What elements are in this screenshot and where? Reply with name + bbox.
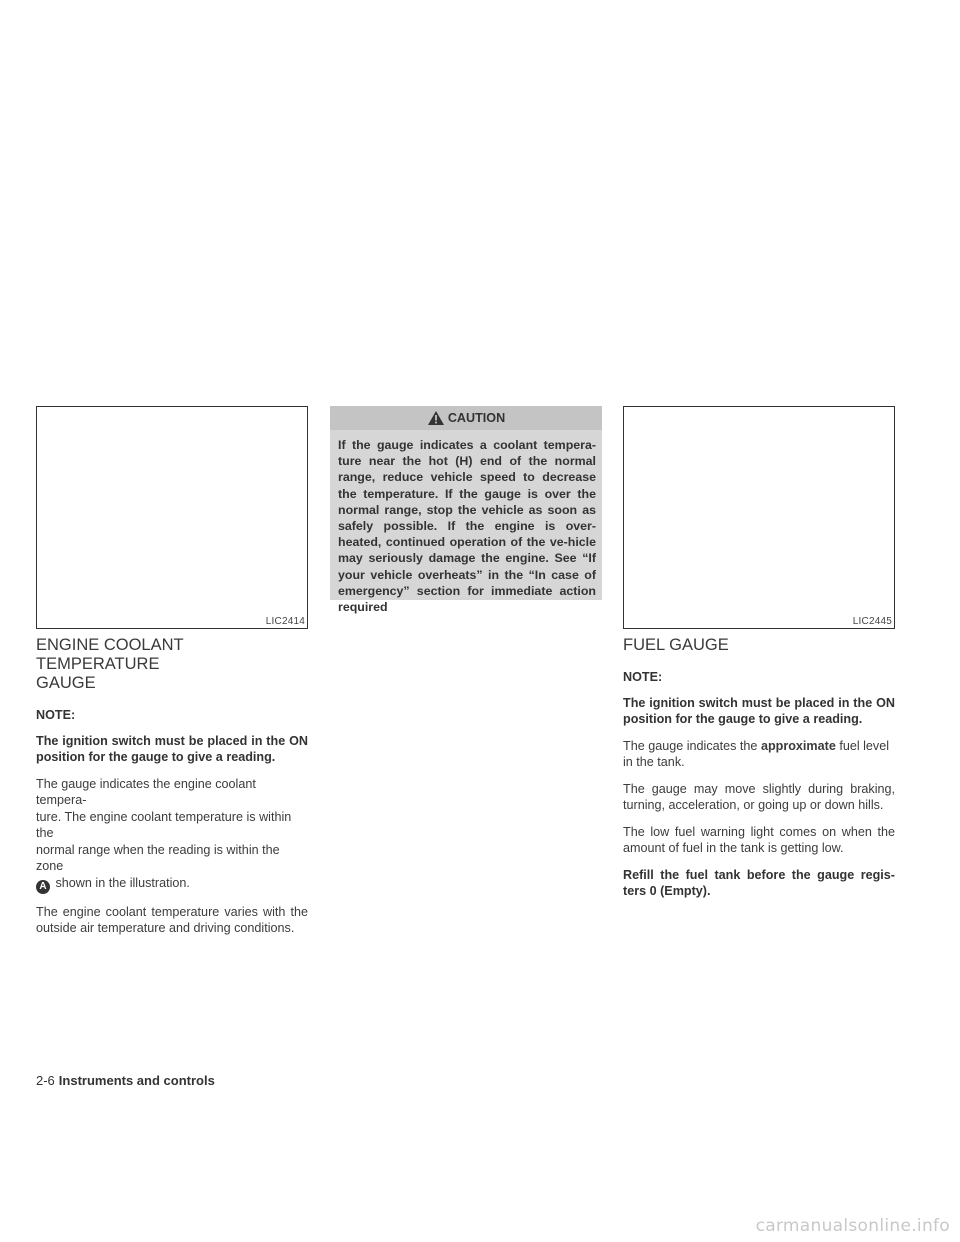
caution-title: CAUTION bbox=[447, 411, 506, 425]
section-heading-coolant: ENGINE COOLANT TEMPERATURE GAUGE bbox=[36, 636, 184, 692]
coolant-gauge-illustration bbox=[36, 406, 308, 629]
fuel-gauge-illustration bbox=[623, 406, 895, 629]
coolant-paragraph-2: The engine coolant temperature varies with the outside air temperature and driving conditions. bbox=[36, 904, 308, 936]
fuel-paragraph-4: Refill the fuel tank before the gauge regis-ters 0 (Empty). bbox=[623, 867, 895, 898]
fuel-paragraph-2: The gauge may move slightly during braking, turning, acceleration, or going up or down hills. bbox=[623, 781, 895, 812]
note-text: The ignition switch must be placed in the ON position for the gauge to give a reading. bbox=[623, 695, 895, 726]
figure-label: LIC2445 bbox=[852, 616, 892, 627]
figure-label: LIC2414 bbox=[265, 616, 305, 627]
left-column-text bbox=[36, 636, 308, 947]
section-heading-fuel: FUEL GAUGE bbox=[623, 636, 729, 654]
warning-triangle-icon bbox=[427, 410, 445, 426]
note-label: NOTE: bbox=[623, 670, 663, 684]
caution-text: If the gauge indicates a coolant tempera-ture near the hot (H) end of the normal range, reduce vehicle speed to decrease the temperature. If the gauge is over the normal range, stop the vehicle as soon as safely possible. If the engine is over-heated, continued operation of the ve-hicle may seriously damage the engine. See “If your vehicle overheats” in the “In case of emergency” section for immediate action required bbox=[338, 438, 596, 615]
fuel-paragraph-1: The gauge indicates the approximate fuel level in the tank. bbox=[623, 738, 890, 769]
watermark-link[interactable]: carmanualsonline.info bbox=[755, 1216, 950, 1236]
coolant-paragraph-1: The gauge indicates the engine coolant tempera- ture. The engine coolant temperature is within the normal range when the reading is within the zone A shown in the illustration. bbox=[36, 776, 308, 894]
page-footer bbox=[36, 1073, 215, 1088]
right-column-text bbox=[623, 636, 895, 910]
note-label: NOTE: bbox=[36, 708, 76, 722]
page-number: 2-6 bbox=[36, 1073, 55, 1088]
zone-a-marker-icon: A bbox=[36, 880, 50, 894]
caution-box bbox=[330, 406, 602, 615]
emphasis-approximate: approximate bbox=[760, 738, 836, 753]
caution-header bbox=[330, 406, 602, 430]
fuel-paragraph-3: The low fuel warning light comes on when the amount of fuel in the tank is getting low. bbox=[623, 824, 895, 855]
section-name: Instruments and controls bbox=[58, 1073, 215, 1088]
note-text: The ignition switch must be placed in the ON position for the gauge to give a reading. bbox=[36, 733, 308, 764]
